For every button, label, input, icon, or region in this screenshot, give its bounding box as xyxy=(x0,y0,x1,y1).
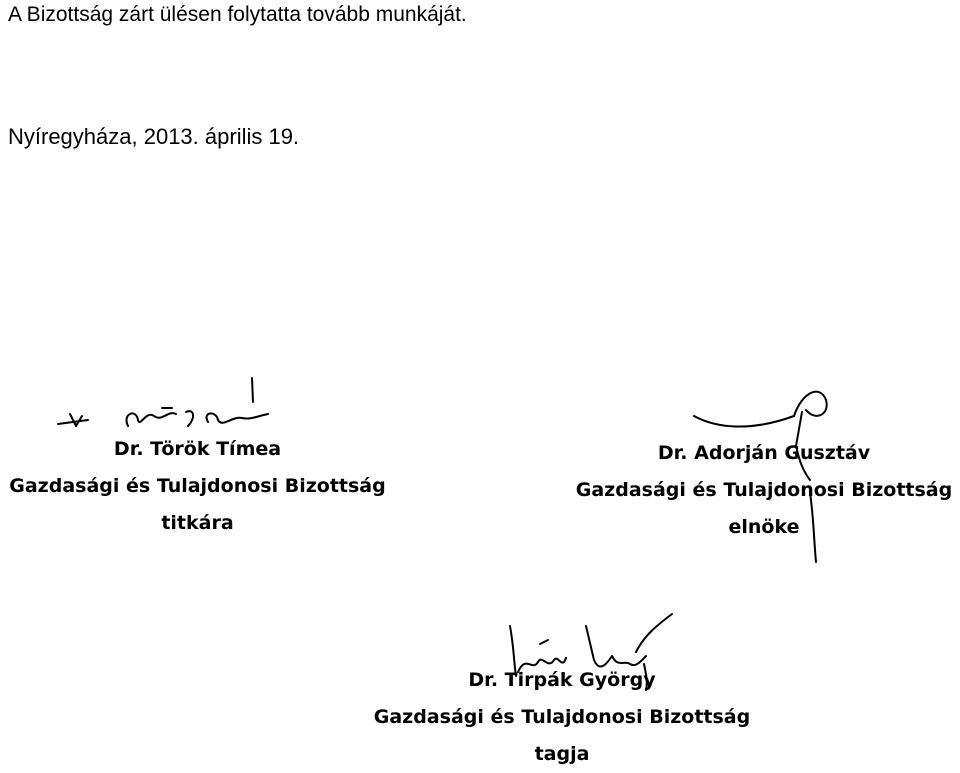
signatory-role: titkára xyxy=(161,512,234,534)
signature-block-chairman xyxy=(568,435,960,546)
signatory-role: tagja xyxy=(534,743,590,765)
signature-block-secretary xyxy=(0,431,395,542)
signatory-committee: Gazdasági és Tulajdonosi Bizottság xyxy=(373,706,751,728)
signatory-committee: Gazdasági és Tulajdonosi Bizottság xyxy=(9,475,386,497)
intro-sentence: A Bizottság zárt ülésen folytatta tovább munkáját. xyxy=(8,3,467,26)
signatory-committee: Gazdasági és Tulajdonosi Bizottság xyxy=(575,479,953,501)
signatory-role: elnöke xyxy=(728,516,800,538)
handwritten-signature-left xyxy=(52,370,322,435)
signature-block-member xyxy=(366,662,758,773)
place-and-date: Nyíregyháza, 2013. április 19. xyxy=(8,124,300,149)
signatory-name: Dr. Tirpák György xyxy=(468,669,656,691)
signatory-name: Dr. Török Tímea xyxy=(113,438,282,460)
signatory-name: Dr. Adorján Gusztáv xyxy=(657,442,871,464)
